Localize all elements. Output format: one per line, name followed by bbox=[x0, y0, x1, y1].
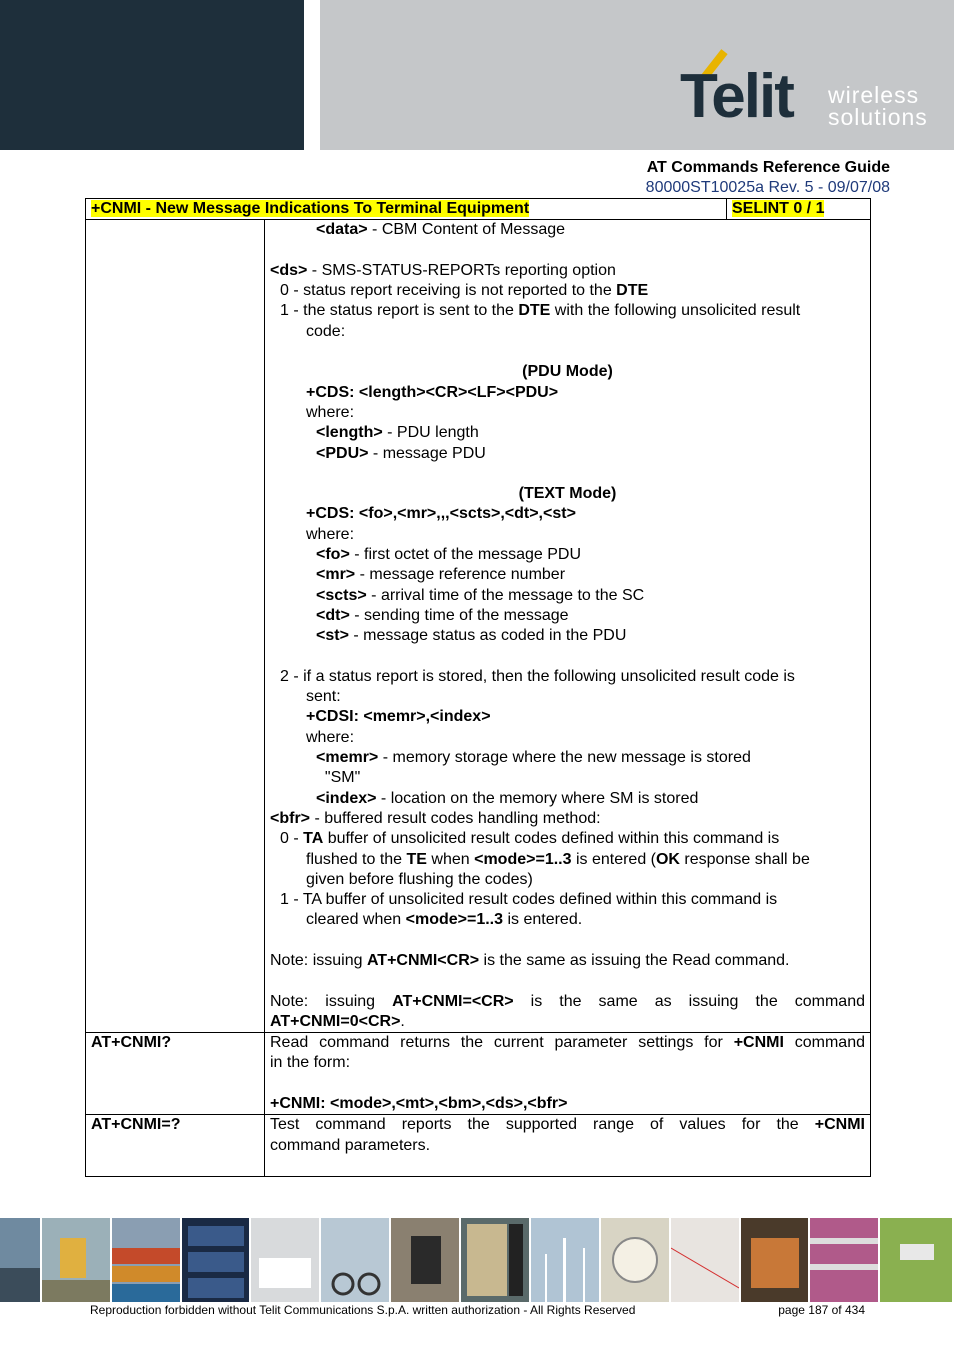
photo-meter-image bbox=[601, 1218, 669, 1302]
plain-text: - message PDU bbox=[368, 444, 486, 462]
bold-text: <memr> bbox=[316, 749, 379, 767]
text-line bbox=[270, 667, 865, 687]
photo-road-image bbox=[0, 1218, 40, 1302]
plain-text: Read command returns the current parameter settings for bbox=[270, 1034, 734, 1052]
photo-shelves-image bbox=[810, 1218, 878, 1302]
plain-text: where: bbox=[306, 728, 355, 746]
text-line bbox=[270, 870, 865, 890]
blank-line bbox=[270, 931, 865, 951]
text-line bbox=[270, 626, 865, 646]
plain-text: - sending time of the message bbox=[349, 606, 569, 624]
footer-notice: Reproduction forbidden without Telit Communications S.p.A. written authorization - All Rights Reserved bbox=[90, 1303, 636, 1317]
plain-text: - CBM Content of Message bbox=[367, 221, 566, 239]
text-line bbox=[270, 586, 865, 606]
photo-laser-image bbox=[671, 1218, 739, 1302]
selint-cell bbox=[727, 199, 871, 220]
blank-line bbox=[270, 1156, 865, 1176]
text-line bbox=[270, 362, 865, 382]
plain-text: - first octet of the message PDU bbox=[349, 546, 581, 564]
telit-logo bbox=[676, 46, 936, 136]
text-line bbox=[270, 910, 865, 930]
table-title: +CNMI - New Message Indications To Terminal Equipment bbox=[91, 200, 530, 217]
plain-text: - memory storage where the new message is stored bbox=[378, 749, 751, 767]
plain-text: Note: issuing bbox=[270, 992, 393, 1010]
photo-wind-turbines-image bbox=[531, 1218, 599, 1302]
blank-line bbox=[270, 464, 865, 484]
bold-text: DTE bbox=[518, 302, 551, 320]
text-line bbox=[270, 1094, 865, 1114]
plain-text: is entered. bbox=[503, 911, 583, 929]
text-line bbox=[270, 768, 865, 788]
logo-tagline-1: wireless bbox=[828, 82, 920, 108]
text-line bbox=[270, 1033, 865, 1053]
photo-clock-display-image bbox=[182, 1218, 250, 1302]
plain-text: 1 - TA buffer of unsolicited result codes defined within this command is bbox=[280, 891, 778, 909]
photo-card-reader-image bbox=[391, 1218, 459, 1302]
plain-text: - message status as coded in the PDU bbox=[348, 627, 627, 645]
text-line bbox=[270, 1053, 865, 1073]
plain-text: 0 - bbox=[280, 830, 304, 848]
text-line bbox=[270, 1012, 865, 1032]
photo-laptop-image bbox=[251, 1218, 319, 1302]
read-command-description bbox=[265, 1033, 871, 1115]
bold-text: <ds> bbox=[270, 261, 308, 279]
bold-text: DTE bbox=[616, 282, 649, 300]
plain-text: command bbox=[783, 1034, 865, 1052]
blank-line bbox=[270, 241, 865, 261]
plain-text: where: bbox=[306, 403, 355, 421]
text-line bbox=[270, 606, 865, 626]
text-line bbox=[270, 281, 865, 301]
plain-text: 1 - the status report is sent to the bbox=[280, 302, 519, 320]
bold-text: <scts> bbox=[316, 586, 367, 604]
text-line bbox=[270, 809, 865, 829]
text-line bbox=[270, 444, 865, 464]
test-command-description bbox=[265, 1115, 871, 1177]
bold-text: <index> bbox=[316, 789, 377, 807]
doc-title: AT Commands Reference Guide bbox=[646, 159, 890, 176]
plain-text: sent: bbox=[306, 688, 341, 706]
plain-text: - location on the memory where SM is stored bbox=[376, 789, 699, 807]
plain-text: with the following unsolicited result bbox=[550, 302, 801, 320]
text-line bbox=[270, 748, 865, 768]
bold-text: <mode>=1..3 bbox=[405, 911, 504, 929]
text-line bbox=[270, 565, 865, 585]
bold-text: (PDU Mode) bbox=[522, 363, 613, 381]
bold-text: AT+CNMI<CR> bbox=[366, 951, 480, 969]
text-line bbox=[270, 484, 865, 504]
blank-line bbox=[270, 1074, 865, 1094]
photo-vending-image bbox=[461, 1218, 529, 1302]
plain-text: Test command reports the supported range of values for the bbox=[270, 1116, 815, 1134]
photo-camera-image bbox=[880, 1218, 952, 1302]
bold-text: <dt> bbox=[316, 606, 350, 624]
plain-text: when bbox=[426, 850, 475, 868]
plain-text: response shall be bbox=[679, 850, 810, 868]
text-line bbox=[270, 301, 865, 321]
plain-text: - SMS-STATUS-REPORTs reporting option bbox=[307, 261, 616, 279]
plain-text: - arrival time of the message to the SC bbox=[366, 586, 645, 604]
text-line bbox=[270, 707, 865, 727]
table-title-cell bbox=[86, 199, 727, 220]
plain-text: in the form: bbox=[270, 1054, 351, 1072]
command-cell-empty bbox=[86, 220, 265, 1033]
bold-text: <PDU> bbox=[316, 444, 369, 462]
bold-text: AT+CNMI=<CR> bbox=[392, 992, 514, 1010]
bold-text: <st> bbox=[316, 627, 349, 645]
text-line bbox=[270, 504, 865, 524]
command-table bbox=[85, 198, 871, 1177]
bold-text: +CNMI bbox=[733, 1034, 784, 1052]
description-cell bbox=[265, 220, 871, 1033]
footer-photo-strip bbox=[0, 1218, 954, 1302]
plain-text: . bbox=[400, 1012, 405, 1030]
photo-toll-booth-image bbox=[42, 1218, 110, 1302]
plain-text: command parameters. bbox=[270, 1136, 431, 1154]
logo-word: Telit bbox=[680, 62, 793, 131]
plain-text: Note: issuing bbox=[270, 951, 367, 969]
bold-text: <length> bbox=[316, 424, 383, 442]
text-line bbox=[270, 261, 865, 281]
doc-subtitle: 80000ST10025a Rev. 5 - 09/07/08 bbox=[645, 179, 890, 196]
bold-text: +CDS: <fo>,<mr>,,,<scts>,<dt>,<st> bbox=[306, 505, 576, 523]
bold-text: <mr> bbox=[316, 566, 356, 584]
plain-text: is entered ( bbox=[571, 850, 656, 868]
text-line bbox=[270, 525, 865, 545]
bold-text: <mode>=1..3 bbox=[474, 850, 572, 868]
text-line bbox=[270, 687, 865, 707]
text-line bbox=[270, 789, 865, 809]
table-row-read bbox=[86, 1033, 871, 1115]
plain-text: cleared when bbox=[306, 911, 406, 929]
plain-text: is the same as issuing the Read command. bbox=[479, 951, 790, 969]
text-line bbox=[270, 1115, 865, 1135]
bold-text: TE bbox=[406, 850, 427, 868]
description-lines bbox=[270, 220, 865, 1032]
text-line bbox=[270, 403, 865, 423]
bold-text: <bfr> bbox=[270, 809, 311, 827]
plain-text: buffer of unsolicited result codes defined within this command is bbox=[323, 830, 780, 848]
bold-text: +CNMI: <mode>,<mt>,<bm>,<ds>,<bfr> bbox=[270, 1095, 568, 1113]
bold-text: +CDS: <length><CR><LF><PDU> bbox=[306, 383, 559, 401]
header-dark-block bbox=[0, 0, 304, 150]
photo-cyclist-image bbox=[321, 1218, 389, 1302]
text-line bbox=[270, 1136, 865, 1156]
text-line bbox=[270, 992, 865, 1012]
table-row-description bbox=[86, 220, 871, 1033]
blank-line bbox=[270, 971, 865, 991]
logo-tagline-2: solutions bbox=[828, 104, 928, 130]
text-line bbox=[270, 728, 865, 748]
plain-text: - PDU length bbox=[382, 424, 479, 442]
bold-text: AT+CNMI=0<CR> bbox=[270, 1012, 401, 1030]
text-line bbox=[270, 890, 865, 910]
plain-text: given before flushing the codes) bbox=[306, 870, 533, 888]
plain-text: code: bbox=[306, 322, 346, 340]
plain-text: 2 - if a status report is stored, then the following unsolicited result code is bbox=[280, 667, 795, 685]
text-line bbox=[270, 545, 865, 565]
plain-text: 0 - status report receiving is not reported to the bbox=[280, 282, 617, 300]
logo-tagline bbox=[828, 84, 928, 128]
blank-line bbox=[270, 647, 865, 667]
text-line bbox=[270, 829, 865, 849]
text-line bbox=[270, 220, 865, 240]
text-line bbox=[270, 951, 865, 971]
selint-label: SELINT 0 / 1 bbox=[732, 200, 825, 217]
text-line bbox=[270, 383, 865, 403]
plain-text: is the same as issuing the command bbox=[513, 992, 866, 1010]
read-description-lines bbox=[270, 1033, 865, 1114]
table-header-row bbox=[86, 199, 871, 220]
plain-text: - buffered result codes handling method: bbox=[310, 809, 601, 827]
text-line bbox=[270, 850, 865, 870]
bold-text: (TEXT Mode) bbox=[518, 485, 617, 503]
plain-text: - message reference number bbox=[355, 566, 566, 584]
blank-line bbox=[270, 342, 865, 362]
photo-containers-image bbox=[112, 1218, 180, 1302]
text-line bbox=[270, 322, 865, 342]
bold-text: +CNMI bbox=[814, 1116, 865, 1134]
page-number: page 187 of 434 bbox=[778, 1303, 865, 1317]
test-description-lines bbox=[270, 1115, 865, 1176]
table-row-test bbox=[86, 1115, 871, 1177]
text-line bbox=[270, 423, 865, 443]
plain-text: flushed to the bbox=[306, 850, 407, 868]
bold-text: <data> bbox=[316, 221, 368, 239]
bold-text: +CDSI: <memr>,<index> bbox=[306, 708, 491, 726]
test-command-label: AT+CNMI=? bbox=[86, 1115, 265, 1177]
plain-text: where: bbox=[306, 525, 355, 543]
bold-text: TA bbox=[303, 830, 324, 848]
photo-shop-image bbox=[741, 1218, 809, 1302]
bold-text: <fo> bbox=[316, 546, 350, 564]
read-command-label: AT+CNMI? bbox=[86, 1033, 265, 1115]
bold-text: OK bbox=[655, 850, 680, 868]
plain-text: "SM" bbox=[316, 769, 361, 787]
